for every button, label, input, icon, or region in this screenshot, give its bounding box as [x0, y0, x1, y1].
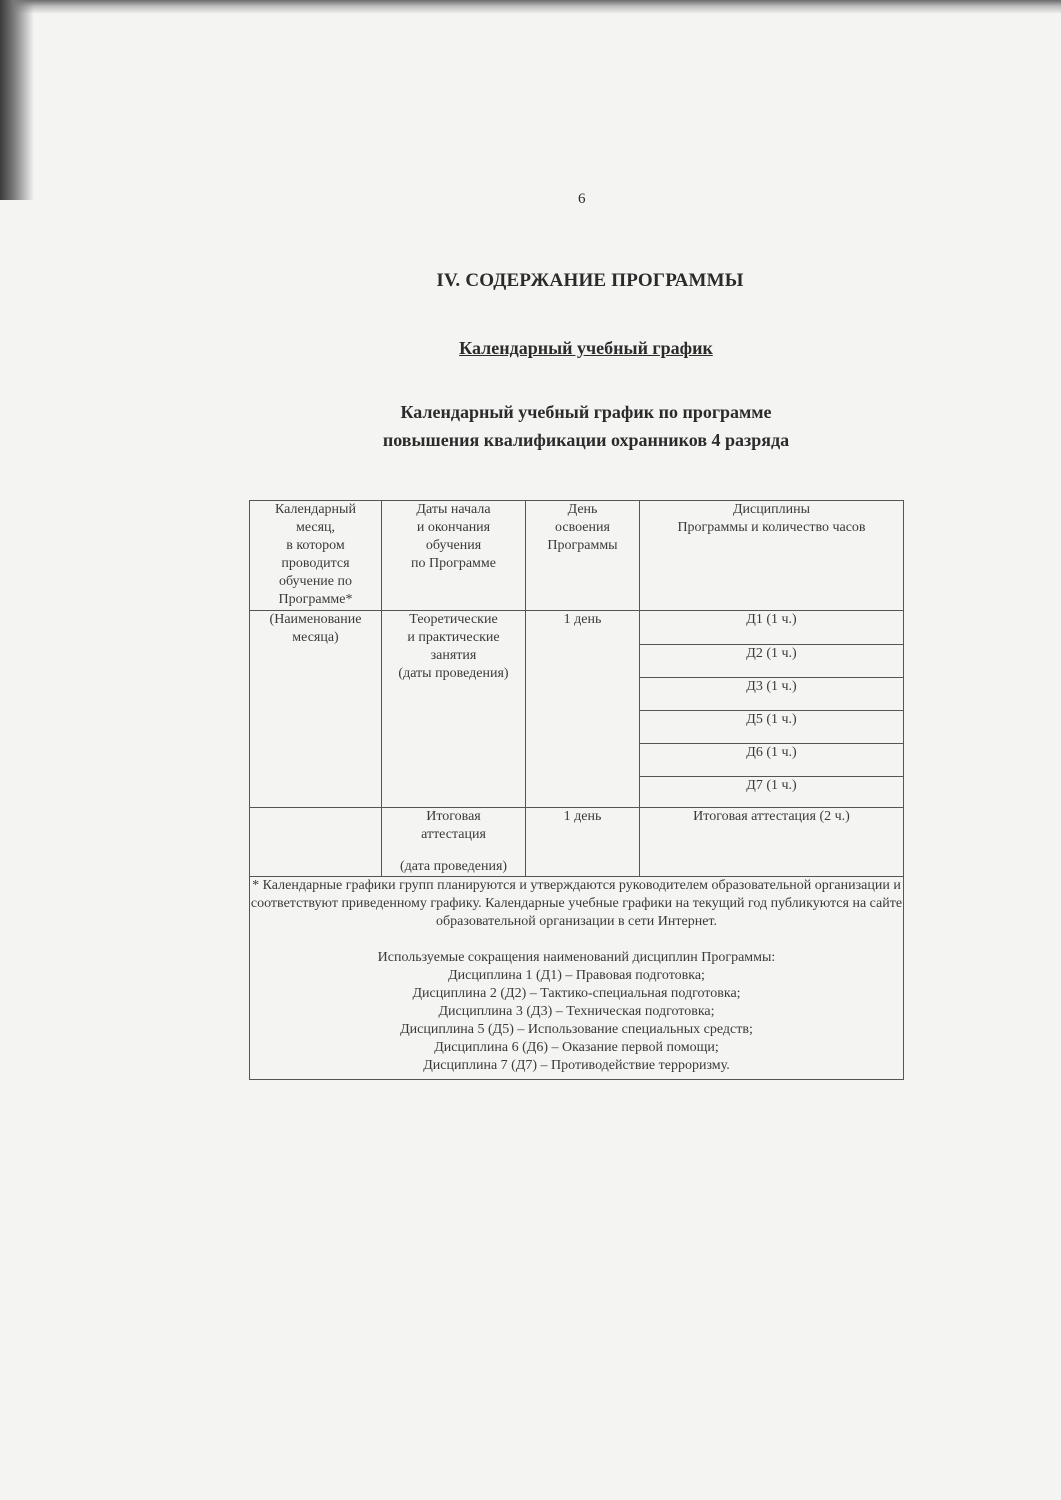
header-line: обучение по — [278, 574, 353, 589]
cell-line: (дата проведения) — [399, 859, 508, 874]
page-number: 6 — [578, 191, 586, 207]
scan-edge-shadow — [0, 0, 1061, 14]
cell-line: месяца) — [292, 630, 339, 645]
header-line: освоения — [555, 520, 610, 535]
abbreviation-item: Дисциплина 1 (Д1) – Правовая подготовка; — [448, 968, 705, 983]
discipline-cell: Д6 (1 ч.) — [640, 744, 904, 777]
header-line: месяц, — [295, 520, 336, 535]
abbreviation-item: Дисциплина 3 (Д3) – Техническая подготовка; — [438, 1004, 715, 1019]
scan-edge-shadow-left — [0, 0, 34, 200]
header-month — [250, 501, 382, 611]
header-line: проводится — [281, 556, 350, 571]
theory-cell — [382, 611, 526, 808]
table-header-row — [250, 501, 904, 611]
header-line: Программы и количество часов — [677, 520, 866, 535]
subsection-title: Календарный учебный график — [459, 338, 713, 358]
empty-cell — [250, 808, 382, 877]
notes-row — [250, 877, 904, 1080]
table-row — [250, 808, 904, 877]
attestation-cell — [382, 808, 526, 877]
schedule-title-line: Календарный учебный график по программе — [400, 402, 772, 422]
header-line: Программы — [547, 538, 618, 553]
schedule-table — [249, 500, 904, 1080]
section-title: IV. СОДЕРЖАНИЕ ПРОГРАММЫ — [436, 270, 744, 291]
header-day — [526, 501, 640, 611]
schedule-title-line: повышения квалификации охранников 4 разряда — [382, 430, 790, 450]
header-line: Календарный — [275, 502, 356, 517]
abbreviation-item: Дисциплина 6 (Д6) – Оказание первой помощи; — [434, 1040, 719, 1055]
header-line: День — [567, 502, 598, 517]
cell-line: (Наименование — [269, 612, 362, 627]
cell-line: Теоретические — [409, 612, 498, 627]
abbreviation-item: Дисциплина 2 (Д2) – Тактико-специальная подготовка; — [412, 986, 741, 1001]
discipline-cell: Д7 (1 ч.) — [640, 777, 904, 808]
cell-line: и практические — [407, 630, 500, 645]
cell-line: аттестация — [421, 827, 486, 842]
theory-days-cell: 1 день — [526, 611, 640, 808]
abbreviation-item: Дисциплина 7 (Д7) – Противодействие терроризму. — [423, 1058, 730, 1073]
final-attestation-cell: Итоговая аттестация (2 ч.) — [640, 808, 904, 877]
cell-line: (даты проведения) — [398, 666, 509, 681]
discipline-cell: Д3 (1 ч.) — [640, 678, 904, 711]
header-line: обучения — [425, 538, 482, 553]
cell-line: Итоговая — [426, 809, 481, 824]
header-line: Даты начала — [416, 502, 491, 517]
header-disciplines — [640, 501, 904, 611]
table-row — [250, 611, 904, 645]
header-line: Программе* — [278, 592, 353, 607]
header-line: в котором — [286, 538, 345, 553]
abbreviation-item: Дисциплина 5 (Д5) – Использование специальных средств; — [400, 1022, 753, 1037]
header-line: и окончания — [416, 520, 491, 535]
cell-line: занятия — [430, 648, 477, 663]
discipline-cell: Д2 (1 ч.) — [640, 645, 904, 678]
header-line: Дисциплины — [732, 502, 811, 517]
header-dates — [382, 501, 526, 611]
attestation-days-cell: 1 день — [526, 808, 640, 877]
schedule-title — [0, 398, 1061, 454]
month-cell — [250, 611, 382, 808]
footnote: * Календарные графики групп планируются и утверждаются руководителем образовательной организации и соответствуют приведенному графику. Календарные учебные графики на текущий год публикуются на сайте образовательной организации в сети Интернет. — [250, 878, 903, 929]
discipline-cell: Д1 (1 ч.) — [640, 611, 904, 645]
discipline-cell: Д5 (1 ч.) — [640, 711, 904, 744]
abbreviations-title: Используемые сокращения наименований дисциплин Программы: — [377, 950, 776, 965]
header-line: по Программе — [411, 556, 496, 571]
notes-cell — [250, 877, 904, 1080]
